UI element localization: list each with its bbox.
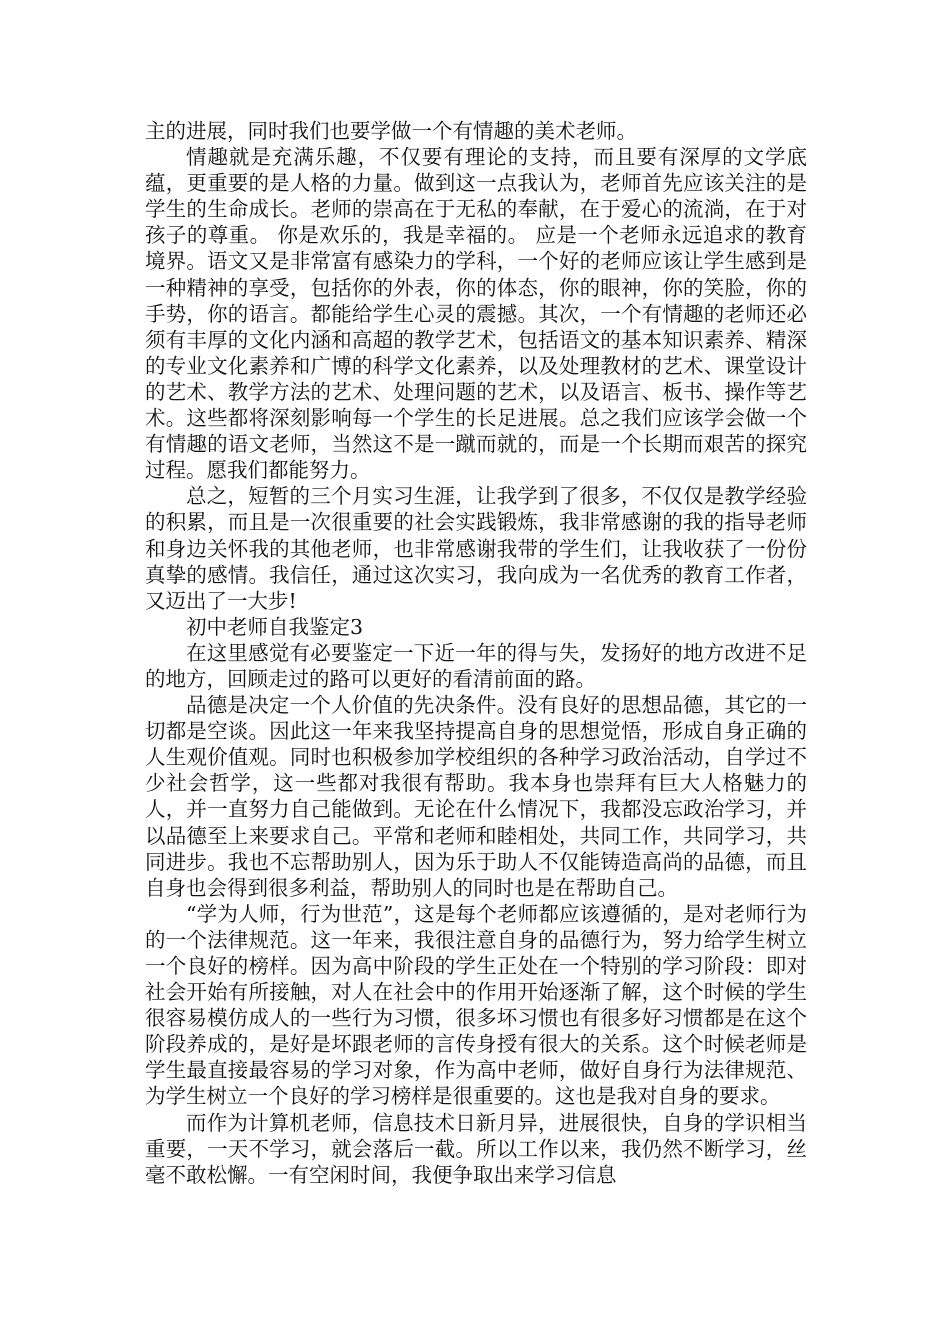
paragraph-internship-summary: 总之，短暂的三个月实习生涯，让我学到了很多，不仅仅是教学经验的积累，而且是一次很重要的社会实践锻炼，我非常感谢的我的指导老师和身边关怀我的其他老师，也非常感谢我带的学生们，让我收获了一份份真挚的感情。我信任，通过这次实习，我向成为一名优秀的教育工作者，又迈出了一大步! (145, 484, 807, 613)
paragraph-continuation: 主的进展，同时我们也要学做一个有情趣的美术老师。 (145, 119, 637, 143)
section-heading: 初中老师自我鉴定3 (186, 614, 364, 639)
paragraph-intro: 在这里感觉有必要鉴定一下近一年的得与失，发扬好的地方改进不足的地方，回顾走过的路可以更好的看清前面的路。 (145, 640, 807, 691)
paragraph-role-model: “学为人师，行为世范”，这是每个老师都应该遵循的，是对老师行为的一个法律规范。这一年来，我很注意自身的品德行为，努力给学生树立一个良好的榜样。因为高中阶段的学生正处在一个特别的学习阶段：即对社会开始有所接触，对人在社会中的作用开始逐渐了解，这个时候的学生很容易模仿成人的一些行为习惯，很多坏习惯也有很多好习惯都是在这个阶段养成的，是好是坏跟老师的言传身授有很大的关系。这个时候老师是学生最直接最容易的学习对象，作为高中老师，做好自身行为法律规范、为学生树立一个良好的学习榜样是很重要的。这也是我对自身的要求。 (145, 901, 807, 1109)
document-body (145, 118, 807, 1188)
paragraph-interest: 情趣就是充满乐趣，不仅要有理论的支持，而且要有深厚的文学底蕴，更重要的是人格的力量。做到这一点我认为，老师首先应该关注的是学生的生命成长。老师的崇高在于无私的奉献，在于爱心的流淌，在于对孩子的尊重。 你是欢乐的，我是幸福的。 应是一个老师永远追求的教育境界。语文又是非常富有感染力的学科，一个好的老师应该让学生感到是一种精神的享受，包括你的外表，你的体态，你的眼神，你的笑脸，你的手势，你的语言。都能给学生心灵的震撼。其次，一个有情趣的老师还必须有丰厚的文化内涵和高超的教学艺术，包括语文的基本知识素养、精深的专业文化素养和广博的科学文化素养，以及处理教材的艺术、课堂设计的艺术、教学方法的艺术、处理问题的艺术，以及语言、板书、操作等艺术。这些都将深刻影响每一个学生的长足进展。总之我们应该学会做一个有情趣的语文老师，当然这不是一蹴而就的，而是一个长期而艰苦的探究过程。愿我们都能努力。 (145, 145, 807, 483)
paragraph-computer-teacher: 而作为计算机老师，信息技术日新月异，进展很快，自身的学识相当重要，一天不学习，就会落后一截。所以工作以来，我仍然不断学习，丝毫不敢松懈。一有空闲时间，我便争取出来学习信息 (145, 1110, 807, 1187)
paragraph-morality: 品德是决定一个人价值的先决条件。没有良好的思想品德，其它的一切都是空谈。因此这一年来我坚持提高自身的思想觉悟，形成自身正确的人生观价值观。同时也积极参加学校组织的各种学习政治活动，自学过不少社会哲学，这一些都对我很有帮助。我本身也崇拜有巨大人格魅力的人，并一直努力自己能做到。无论在什么情况下，我都没忘政治学习，并以品德至上来要求自己。平常和老师和睦相处，共同工作，共同学习，共同进步。我也不忘帮助别人，因为乐于助人不仅能铸造高尚的品德，而且自身也会得到很多利益，帮助别人的同时也是在帮助自己。 (145, 693, 807, 900)
